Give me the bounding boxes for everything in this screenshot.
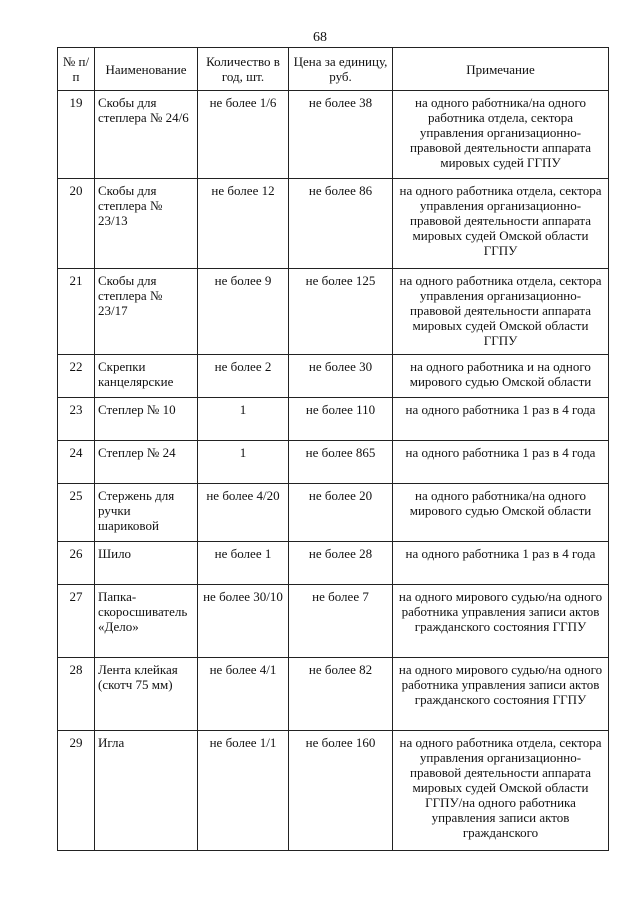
row-num: 24 bbox=[58, 441, 95, 484]
row-name: Стержень для ручки шариковой bbox=[95, 484, 198, 542]
row-name: Папка-скоросшиватель «Дело» bbox=[95, 585, 198, 658]
row-price: не более 110 bbox=[289, 398, 393, 441]
table-row bbox=[58, 91, 609, 179]
row-name: Игла bbox=[95, 731, 198, 851]
row-qty: не более 12 bbox=[198, 179, 289, 269]
table-row bbox=[58, 658, 609, 731]
row-note: на одного работника и на одного мирового судью Омской области bbox=[393, 355, 609, 398]
row-note: на одного работника/на одного работника отдела, сектора управления организационно-правовой деятельности аппарата мировых судей ГГПУ bbox=[393, 91, 609, 179]
row-qty: не более 30/10 bbox=[198, 585, 289, 658]
table-row bbox=[58, 484, 609, 542]
row-note: на одного мирового судью/на одного работника управления записи актов гражданского состояния ГГПУ bbox=[393, 585, 609, 658]
row-qty: не более 4/20 bbox=[198, 484, 289, 542]
row-note: на одного работника 1 раз в 4 года bbox=[393, 441, 609, 484]
table-header-row bbox=[58, 48, 609, 91]
row-note: на одного мирового судью/на одного работника управления записи актов гражданского состояния ГГПУ bbox=[393, 658, 609, 731]
row-num: 22 bbox=[58, 355, 95, 398]
row-num: 19 bbox=[58, 91, 95, 179]
header-note: Примечание bbox=[393, 48, 609, 91]
row-price: не более 30 bbox=[289, 355, 393, 398]
row-qty: не более 9 bbox=[198, 269, 289, 355]
row-num: 29 bbox=[58, 731, 95, 851]
row-qty: не более 1/1 bbox=[198, 731, 289, 851]
row-num: 23 bbox=[58, 398, 95, 441]
header-num: № п/п bbox=[58, 48, 95, 91]
row-note: на одного работника отдела, сектора управления организационно-правовой деятельности аппарата мировых судей Омской области ГГПУ bbox=[393, 179, 609, 269]
row-name: Скобы для степлера № 23/17 bbox=[95, 269, 198, 355]
row-note: на одного работника/на одного мирового судью Омской области bbox=[393, 484, 609, 542]
table-row bbox=[58, 398, 609, 441]
row-price: не более 20 bbox=[289, 484, 393, 542]
row-qty: не более 2 bbox=[198, 355, 289, 398]
row-note: на одного работника 1 раз в 4 года bbox=[393, 542, 609, 585]
supplies-table bbox=[57, 47, 609, 851]
row-qty: 1 bbox=[198, 398, 289, 441]
row-price: не более 28 bbox=[289, 542, 393, 585]
row-name: Скобы для степлера № 24/6 bbox=[95, 91, 198, 179]
row-price: не более 125 bbox=[289, 269, 393, 355]
row-price: не более 865 bbox=[289, 441, 393, 484]
row-name: Скрепки канцелярские bbox=[95, 355, 198, 398]
table-row bbox=[58, 542, 609, 585]
row-name: Лента клейкая (скотч 75 мм) bbox=[95, 658, 198, 731]
row-num: 20 bbox=[58, 179, 95, 269]
table-row bbox=[58, 731, 609, 851]
row-name: Шило bbox=[95, 542, 198, 585]
table-row bbox=[58, 179, 609, 269]
row-price: не более 38 bbox=[289, 91, 393, 179]
row-qty: не более 1 bbox=[198, 542, 289, 585]
row-name: Степлер № 24 bbox=[95, 441, 198, 484]
table-row bbox=[58, 355, 609, 398]
row-price: не более 86 bbox=[289, 179, 393, 269]
header-name: Наименование bbox=[95, 48, 198, 91]
row-num: 25 bbox=[58, 484, 95, 542]
header-price: Цена за единицу, руб. bbox=[289, 48, 393, 91]
row-qty: не более 4/1 bbox=[198, 658, 289, 731]
page-number: 68 bbox=[313, 30, 327, 45]
row-note: на одного работника отдела, сектора управления организационно-правовой деятельности аппарата мировых судей Омской области ГГПУ bbox=[393, 269, 609, 355]
row-qty: 1 bbox=[198, 441, 289, 484]
row-num: 28 bbox=[58, 658, 95, 731]
row-num: 26 bbox=[58, 542, 95, 585]
row-name: Скобы для степлера № 23/13 bbox=[95, 179, 198, 269]
row-price: не более 7 bbox=[289, 585, 393, 658]
header-qty: Количество в год, шт. bbox=[198, 48, 289, 91]
table-row bbox=[58, 441, 609, 484]
row-price: не более 160 bbox=[289, 731, 393, 851]
row-num: 21 bbox=[58, 269, 95, 355]
table-row bbox=[58, 585, 609, 658]
row-note: на одного работника отдела, сектора управления организационно-правовой деятельности аппарата мировых судей Омской области ГГПУ/на одного работника управления записи актов гражданского bbox=[393, 731, 609, 851]
row-num: 27 bbox=[58, 585, 95, 658]
row-name: Степлер № 10 bbox=[95, 398, 198, 441]
row-note: на одного работника 1 раз в 4 года bbox=[393, 398, 609, 441]
table-row bbox=[58, 269, 609, 355]
row-price: не более 82 bbox=[289, 658, 393, 731]
row-qty: не более 1/6 bbox=[198, 91, 289, 179]
